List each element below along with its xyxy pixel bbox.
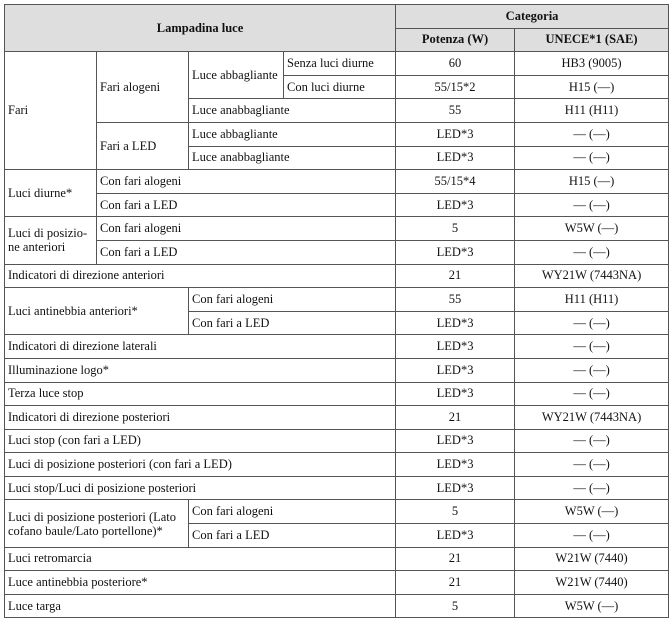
header-bulb: Lampadina luce — [5, 5, 396, 52]
cell-unece: — (—) — [515, 429, 669, 453]
table-row — [5, 382, 669, 406]
row-ind-dir-post: Indicatori di direzione posteriori — [5, 406, 396, 430]
row-stop-pos: Luci stop/Luci di posizione posteriori — [5, 476, 396, 500]
table-row — [5, 406, 669, 430]
row-pl-led: Con fari a LED — [189, 524, 396, 548]
table-row — [5, 52, 669, 76]
row-antinebbia-post: Luce antinebbia posteriore* — [5, 571, 396, 595]
cell-power: 21 — [396, 264, 515, 288]
cell-unece: — (—) — [515, 122, 669, 146]
row-fari-led: Fari a LED — [97, 122, 189, 169]
row-pos-lato: Luci di posizione posteriori (Lato cofano baule/Lato portellone)* — [5, 500, 189, 547]
cell-unece: — (—) — [515, 335, 669, 359]
row-ind-dir-ant: Indicatori di direzione anteriori — [5, 264, 396, 288]
cell-power: 21 — [396, 406, 515, 430]
header-category: Categoria — [396, 5, 669, 29]
cell-unece: — (—) — [515, 146, 669, 170]
row-retromarcia: Luci retromarcia — [5, 547, 396, 571]
cell-power: LED*3 — [396, 335, 515, 359]
row-con-luci-diurne: Con luci diurne — [284, 75, 396, 99]
header-power: Potenza (W) — [396, 28, 515, 52]
cell-power: LED*3 — [396, 524, 515, 548]
cell-unece: — (—) — [515, 453, 669, 477]
row-aa-led: Con fari a LED — [189, 311, 396, 335]
row-luce-anabbagliante-1: Luce anabbagliante — [189, 99, 396, 123]
cell-power: LED*3 — [396, 240, 515, 264]
cell-power: 21 — [396, 547, 515, 571]
cell-unece: WY21W (7443NA) — [515, 406, 669, 430]
table-row — [5, 594, 669, 618]
cell-unece: H15 (—) — [515, 75, 669, 99]
row-logo: Illuminazione logo* — [5, 358, 396, 382]
table-row — [5, 500, 669, 524]
cell-power: 5 — [396, 594, 515, 618]
table-header — [5, 5, 669, 52]
row-luce-anabbagliante-2: Luce anabbagliante — [189, 146, 396, 170]
table-row — [5, 335, 669, 359]
row-luci-stop: Luci stop (con fari a LED) — [5, 429, 396, 453]
cell-unece: H11 (H11) — [515, 288, 669, 312]
table-row — [5, 217, 669, 241]
cell-power: LED*3 — [396, 122, 515, 146]
row-pos-post: Luci di posizione posteriori (con fari a LED) — [5, 453, 396, 477]
row-ld-led: Con fari a LED — [97, 193, 396, 217]
cell-unece: W5W (—) — [515, 217, 669, 241]
cell-unece: — (—) — [515, 524, 669, 548]
cell-unece: WY21W (7443NA) — [515, 264, 669, 288]
cell-power: 55/15*4 — [396, 170, 515, 194]
row-senza-luci-diurne: Senza luci diurne — [284, 52, 396, 76]
cell-power: LED*3 — [396, 476, 515, 500]
cell-power: 55 — [396, 99, 515, 123]
row-luce-abbagliante-2: Luce abbagliante — [189, 122, 396, 146]
row-ind-dir-lat: Indicatori di direzione laterali — [5, 335, 396, 359]
cell-unece: W5W (—) — [515, 594, 669, 618]
cell-power: LED*3 — [396, 429, 515, 453]
cell-power: LED*3 — [396, 358, 515, 382]
table-row — [5, 170, 669, 194]
row-luci-pos-ant: Luci di posizio- ne anteriori — [5, 217, 97, 264]
table-row — [5, 571, 669, 595]
cell-power: 5 — [396, 500, 515, 524]
cell-unece: — (—) — [515, 311, 669, 335]
cell-unece: H15 (—) — [515, 170, 669, 194]
cell-power: 21 — [396, 571, 515, 595]
row-luci-diurne: Luci diurne* — [5, 170, 97, 217]
table-body — [5, 52, 669, 618]
cell-power: LED*3 — [396, 453, 515, 477]
row-fari: Fari — [5, 52, 97, 170]
cell-power: 60 — [396, 52, 515, 76]
table-row — [5, 240, 669, 264]
row-aa-alogeni: Con fari alogeni — [189, 288, 396, 312]
row-pl-alogeni: Con fari alogeni — [189, 500, 396, 524]
row-fari-alogeni: Fari alogeni — [97, 52, 189, 123]
table-row — [5, 476, 669, 500]
cell-power: 55/15*2 — [396, 75, 515, 99]
table-row — [5, 358, 669, 382]
table-row — [5, 547, 669, 571]
table-row — [5, 288, 669, 312]
bulb-spec-table-wrapper — [4, 4, 669, 618]
table-row — [5, 264, 669, 288]
cell-power: LED*3 — [396, 193, 515, 217]
cell-unece: — (—) — [515, 382, 669, 406]
row-luce-abbagliante-1: Luce abbagliante — [189, 52, 284, 99]
table-row — [5, 453, 669, 477]
bulb-spec-table — [4, 4, 669, 618]
cell-unece: — (—) — [515, 240, 669, 264]
row-targa: Luce targa — [5, 594, 396, 618]
row-lpa-led: Con fari a LED — [97, 240, 396, 264]
table-row — [5, 122, 669, 146]
cell-unece: W21W (7440) — [515, 571, 669, 595]
row-antinebbia-ant: Luci antinebbia anteriori* — [5, 288, 189, 335]
cell-power: LED*3 — [396, 382, 515, 406]
cell-power: 5 — [396, 217, 515, 241]
row-terza-stop: Terza luce stop — [5, 382, 396, 406]
cell-unece: — (—) — [515, 193, 669, 217]
table-row — [5, 429, 669, 453]
cell-unece: HB3 (9005) — [515, 52, 669, 76]
cell-unece: W21W (7440) — [515, 547, 669, 571]
row-ld-alogeni: Con fari alogeni — [97, 170, 396, 194]
cell-unece: H11 (H11) — [515, 99, 669, 123]
cell-power: LED*3 — [396, 146, 515, 170]
row-lpa-alogeni: Con fari alogeni — [97, 217, 396, 241]
cell-power: LED*3 — [396, 311, 515, 335]
table-row — [5, 193, 669, 217]
cell-unece: W5W (—) — [515, 500, 669, 524]
header-unece: UNECE*1 (SAE) — [515, 28, 669, 52]
cell-power: 55 — [396, 288, 515, 312]
cell-unece: — (—) — [515, 358, 669, 382]
cell-unece: — (—) — [515, 476, 669, 500]
